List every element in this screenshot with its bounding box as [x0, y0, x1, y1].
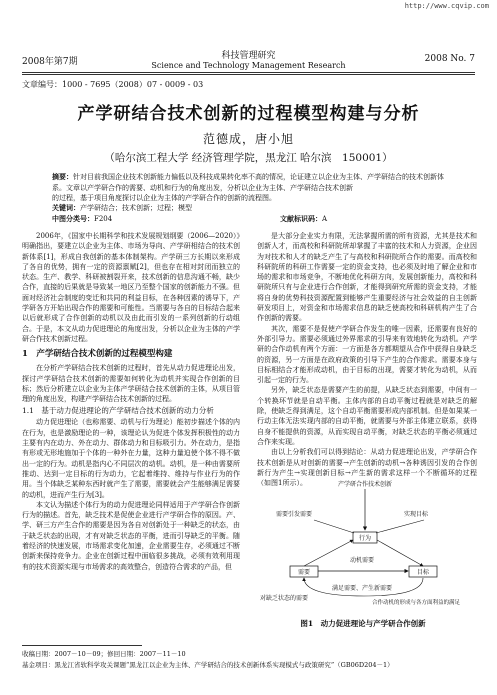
clc-value: F204: [94, 215, 113, 223]
subsection-1-1-paragraph-1: 动力促进理论（也称需要、动机与行为理论）能初步描述个体的内在行为，也是激励理论的一种，该理论认为促进个体发挥积极性的动力主要有内在动力、外在动力、群体动力和目标吸引力。外在动力，是指有形或无形地施加于个体的一种外在力量，这种力量迫使个体不得不做出一定的行为。动机是指内心不同层次的动机。动机，是一种由需要所推动、达到一定目标的行为动力，它起着维持、维持与作业行为的作用。当个体缺乏某种东西时就产生了需要，需要就会产生能够满足需要的动机，进而产生行为[3]。: [22, 418, 240, 499]
node-motive-need: 动机需要: [349, 557, 375, 564]
node-bottom-center: 满足需要、产生新需要: [331, 585, 393, 592]
node-right-upper: 实现目标: [404, 511, 429, 518]
figure-1-caption: 图1 动力促进理论与产学研合作创新: [300, 619, 426, 628]
footnote-received: 收稿日期：2007－10－09；修回日期：2007－11－10: [22, 650, 186, 658]
right-paragraph-1: 是大部分企业实力有限，无法掌握所需的所有资源，尤其是技术和创新人才，而高校和科研院所却掌握了丰富的技术和人力资源，企业因为对技术和人才的缺乏产生了与高校和科研院所合作的需要。而高校和科研院所的科研工作需要一定的资金支持，也必须及时地了解企业和市场的需求和市场竞争，不断地优化科研方向，发展创新能力，高校和科研院所只有与企业进行合作创新，才能得到研究所需的资金支持，才能将自身的优势科技资源配置到能够产生重要经济与社会效益的自主创新研发项目上，对资金和市场需求信息的缺乏使高校和科研机构产生了合作创新的需要。: [257, 232, 477, 323]
right-paragraph-2: 其次，需要不是促使产学研合作发生的唯一因素，还需要有良好的外部引导力。需要必须通过外界需求的引导来有效地转化为动机。产学研的合作动机有两个方面：一方面是各方都期望从合作中获得自身缺乏的资源，另一方面是在政府政策的引导下产生的合作需求。需要本身与目标相结合才能形成动机，由于目标的出现，需要才转化为动机，从而引起一定的行为。: [257, 324, 477, 385]
edge-left-upper: [314, 520, 354, 533]
left-column: [22, 231, 240, 641]
section-1-paragraph: 在分析产学研结合技术创新的过程时，首先从动力促进理论出发，探讨产学研结合技术创新的需要如何转化为动机并实现合作创新的目标；然后分析建立以企业为主体产学研结合技术创新的主体，从项目管理的角度出发，构建产学研结合技术创新的过程。: [22, 364, 240, 404]
arrow-behavior-goal: [377, 540, 423, 566]
footnote-rule: [22, 645, 142, 646]
abstract: [52, 172, 457, 204]
node-bottom-right: 合作动机的形成与各方面利益的满足: [372, 600, 461, 606]
clc-number: [52, 214, 112, 224]
journal-name-cn: 科技管理研究: [221, 51, 276, 61]
node-left-upper: 需要引发需要: [276, 511, 313, 518]
keywords-label: 关键词：: [52, 203, 80, 212]
abstract-label: 摘要：: [52, 172, 73, 181]
node-bottom-left: 对缺乏状态的需要: [260, 595, 309, 602]
right-paragraph-4: 由以上分析我们可以得到结论：从动力促进理论出发，产学研合作技术创新是从对创新的需要→产生创新的动机→各种诱因引发的合作创新行为产生→实现创新目标→产生新的需求这样一个不断循环的过程（如图1所示）。: [257, 448, 477, 488]
article-number: 文章编号：1000 - 7695（2008）07 - 0009 - 03: [22, 80, 204, 89]
abstract-line-2: 的过程，基于项目角度探讨以企业为主体的产学研合作的创新的流程图。: [52, 194, 276, 202]
node-center: 行为: [358, 535, 372, 542]
footnote-fund: 基金项目：黑龙江省软科学攻关课题“黑龙江以企业为主体、产学研结合的技术创新体系实现模式与政策研究”（GB06D204－1）: [22, 661, 394, 669]
doc-code-value: A: [322, 215, 328, 223]
journal-name-en: Science and Technology Management Research: [151, 61, 346, 70]
figure-1-diagram: [254, 478, 476, 614]
header-journal: [0, 51, 497, 71]
paper-title: 产学研结合技术创新的过程模型构建与分析: [77, 104, 420, 124]
header-date: 2008年第7期: [22, 57, 78, 67]
node-need: 需要: [297, 569, 311, 576]
affiliation: （哈尔滨工程大学 经济管理学院，黑龙江 哈尔滨 150001）: [104, 152, 393, 164]
subsection-1-1-heading: 1.1 基于动力促进理论的产学研结合技术创新的动力分析: [22, 406, 214, 416]
abstract-line-1: 针对目前我国企业技术创新能力偏低以及科技成果转化率不高的情况，论证建立以企业为主体、产学研结合的技术创新体系。文章以产学研合作的需要、动机和行为的角度出发，分析以企业为主体、产学研结合技术创新: [52, 173, 444, 192]
right-column: [257, 231, 477, 488]
header-issue: 2008 No. 7: [424, 54, 475, 64]
node-top: 产学研合作技术创新: [337, 481, 393, 488]
right-paragraph-3: 另外，缺乏状态是需要产生的前提，从缺乏状态到需要，中间有一个转换环节就是自动平衡。主体内部的自动平衡过程就是对缺乏的解除，使缺乏得到满足，这个自动平衡需要形成内部机制。但是如果某一行动主体无法实现内部的自动平衡，就需要与外部主体建立联系，获得自身不能提供的资源，从而实现自动平衡，对缺乏状态的平衡必须通过合作来实现。: [257, 386, 477, 446]
clc-label: 中图分类号：: [52, 214, 94, 223]
keywords: [52, 203, 192, 213]
doc-code-label: 文献标识码：: [280, 214, 322, 223]
keywords-text: 产学研结合；技术创新；过程；模型: [80, 204, 192, 212]
subsection-1-1-paragraph-2: 本文认为描述个体行为的动力促进理论同样适用于产学研合作创新行为的描述。首先，缺乏技术是促使企业进行产学研合作的原因。产、学、研三方产生合作的需要是因为各自对创新处于一种缺乏的状态，由于缺乏状态的出现，才有对缺乏状态的平衡，进而引导缺乏的平衡。随着经济的快速发展，市场需求变化加速，企业需要生存，必须通过不断创新来保持竞争力。企业在创新过程中面临很多挑战，必须有效利用现有的技术资源实现与市场需求的高效整合，创造符合需求的产品，但: [22, 500, 240, 571]
header-rule-thin: [22, 74, 475, 75]
section-1-heading: 1 产学研结合技术创新的过程模型构建: [22, 349, 173, 360]
document-code: [280, 214, 327, 224]
intro-paragraph: 2006年，《国家中长期科学和技术发展规划纲要（2006—2020）》明确指出，要建立以企业为主体、市场为导向、产学研相结合的技术创新体系[1]，形成自我创新的基本体制架构。产学研三方长期以来形成了各自的优势，拥有一定的资源禀赋[2]，但也存在相对封闭而独立的状态。生产、教学、科研被割裂开来，技术创新的信息沟通不畅，缺少合作，直接的后果就是导致某一地区乃至整个国家的创新能力不强。但面对经济社会制度的变迁和共同的利益目标，在各种因素的诱导下，产学研各方开始出现合作的需要和可能性。当需要与各自的目标结合起来以后就形成了合作创新的动机以及由此而引发的一系列创新的行动组合。于是，本文从动力促进理论的角度出发，分析以企业为主体的产学研合作技术创新过程。: [22, 232, 240, 343]
edge-right-upper: [376, 520, 424, 533]
node-goal: 目标: [416, 569, 430, 576]
header-rule: [22, 72, 475, 73]
source-watermark: http://www.cqvip.com: [404, 2, 489, 10]
arrow-need-behavior: [304, 540, 353, 566]
authors: 范德成，唐小旭: [202, 132, 294, 146]
